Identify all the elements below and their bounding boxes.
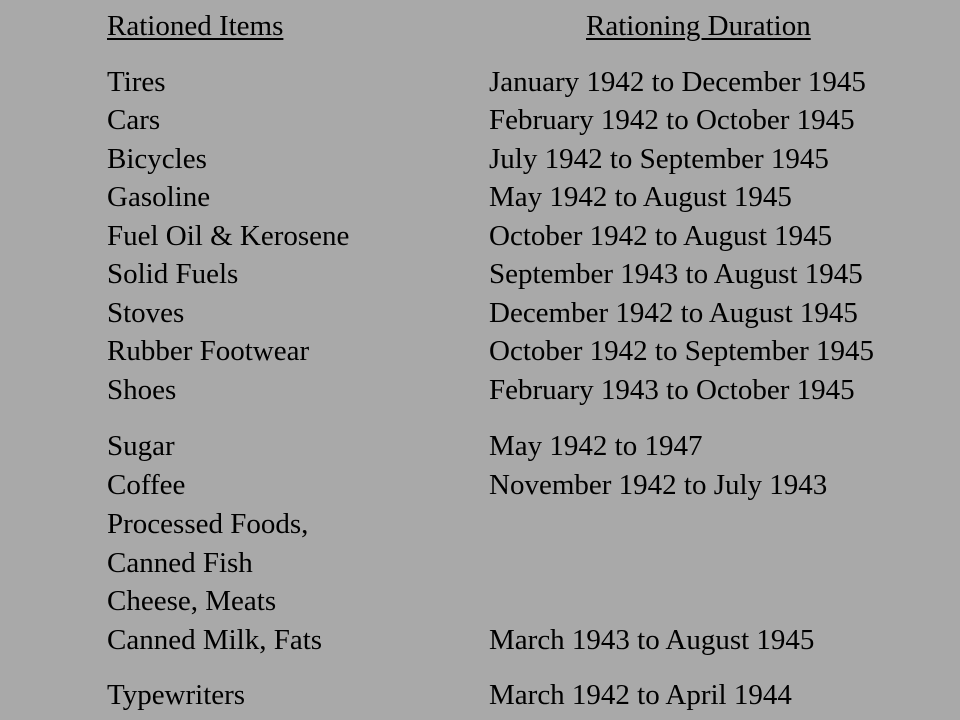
item-duration: July 1942 to September 1945 bbox=[489, 143, 829, 175]
item-duration: November 1942 to July 1943 bbox=[489, 469, 828, 501]
table-row bbox=[0, 467, 960, 503]
item-name: Canned Fish bbox=[107, 547, 253, 579]
table-row bbox=[0, 506, 960, 542]
item-duration: September 1943 to August 1945 bbox=[489, 258, 863, 290]
item-name: Sugar bbox=[107, 430, 175, 462]
item-name: Cheese, Meats bbox=[107, 585, 277, 617]
item-name: Typewriters bbox=[107, 679, 246, 711]
item-name: Solid Fuels bbox=[107, 258, 239, 290]
item-name: Cars bbox=[107, 104, 161, 136]
item-duration: March 1942 to April 1944 bbox=[489, 679, 792, 711]
item-duration: February 1943 to October 1945 bbox=[489, 374, 855, 406]
item-name: Coffee bbox=[107, 469, 186, 501]
item-name: Processed Foods, bbox=[107, 508, 309, 540]
item-name: Shoes bbox=[107, 374, 177, 406]
item-duration: February 1942 to October 1945 bbox=[489, 104, 855, 136]
item-duration: May 1942 to 1947 bbox=[489, 430, 703, 462]
table-row bbox=[0, 102, 960, 138]
table-row bbox=[0, 622, 960, 658]
table-row bbox=[0, 545, 960, 581]
header-rationing-duration: Rationing Duration bbox=[586, 10, 811, 42]
item-name: Rubber Footwear bbox=[107, 335, 310, 367]
item-duration: January 1942 to December 1945 bbox=[489, 66, 866, 98]
table-row bbox=[0, 428, 960, 464]
table-row bbox=[0, 295, 960, 331]
table-row bbox=[0, 583, 960, 619]
table-row bbox=[0, 677, 960, 713]
header-rationed-items: Rationed Items bbox=[107, 10, 284, 42]
table-row bbox=[0, 141, 960, 177]
item-duration: May 1942 to August 1945 bbox=[489, 181, 792, 213]
table-row bbox=[0, 179, 960, 215]
item-duration: December 1942 to August 1945 bbox=[489, 297, 858, 329]
item-duration: March 1943 to August 1945 bbox=[489, 624, 815, 656]
table-row bbox=[0, 256, 960, 292]
table-row bbox=[0, 372, 960, 408]
table-row bbox=[0, 64, 960, 100]
item-name: Gasoline bbox=[107, 181, 211, 213]
item-duration: October 1942 to September 1945 bbox=[489, 335, 874, 367]
item-duration: October 1942 to August 1945 bbox=[489, 220, 833, 252]
table-row bbox=[0, 218, 960, 254]
item-name: Fuel Oil & Kerosene bbox=[107, 220, 350, 252]
table-row bbox=[0, 333, 960, 369]
item-name: Canned Milk, Fats bbox=[107, 624, 323, 656]
item-name: Tires bbox=[107, 66, 166, 98]
item-name: Stoves bbox=[107, 297, 185, 329]
item-name: Bicycles bbox=[107, 143, 207, 175]
